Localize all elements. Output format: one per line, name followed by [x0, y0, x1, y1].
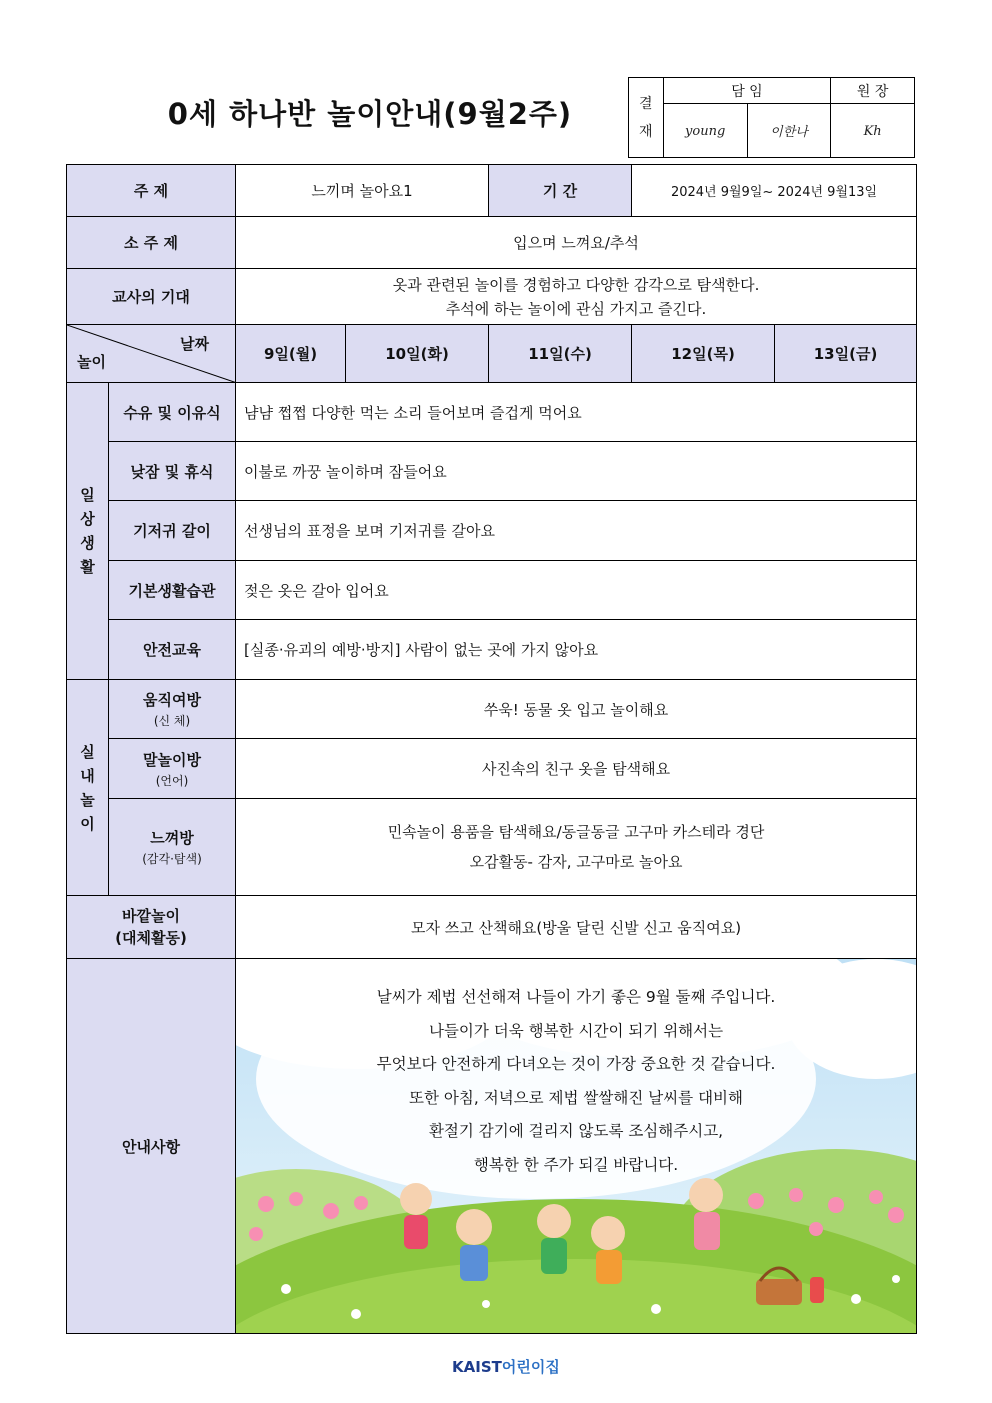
notice-box [236, 959, 917, 1334]
day-mon: 9일(월) [236, 325, 346, 383]
daily-life-label: 일 상 생 활 [67, 383, 109, 680]
language-room-label: 말놀이방 (언어) [109, 739, 236, 799]
nap-label: 낮잠 및 휴식 [109, 442, 236, 501]
plan-table [66, 164, 917, 1334]
notice-text: 날씨가 제법 선선해져 나들이 가기 좋은 9월 둘째 주입니다. 나들이가 더욱 행복한 시간이 되기 위해서는 무엇보다 안전하게 다녀오는 것이 가장 중요한 것 같습니다. 또한 아침, 저녁으로 제법 쌀쌀해진 날씨를 대비해 환절기 감기에 걸리지 않도록 조심해주시고, 행복한 한 주가 되길 바랍니다. [376, 988, 776, 1174]
day-wed: 11일(수) [489, 325, 632, 383]
kaist-daycare-logo: KAIST어린이집 [452, 1358, 560, 1376]
sensory-room-value: 민속놀이 용품을 탐색해요/동글동글 고구마 카스테라 경단 오감활동- 감자, 고구마로 놀아요 [236, 799, 917, 896]
indoor-label: 실 내 놀 이 [67, 680, 109, 896]
subtheme-label: 소 주 제 [67, 217, 236, 269]
nap-value: 이불로 까꿍 놀이하며 잠들어요 [236, 442, 917, 501]
theme-label: 주 제 [67, 165, 236, 217]
signature-2: 이한나 [747, 104, 831, 158]
approval-box [628, 77, 915, 158]
period-label: 기 간 [489, 165, 632, 217]
page-title: 0세 하나반 놀이안내(9월2주) [167, 97, 573, 131]
date-play-header: 날짜 놀이 [67, 325, 236, 383]
outdoor-label: 바깥놀이 (대체활동) [67, 896, 236, 959]
language-room-value: 사진속의 친구 옷을 탐색해요 [236, 739, 917, 799]
expectation-label: 교사의 기대 [67, 269, 236, 325]
period-value: 2024년 9월9일~ 2024년 9월13일 [632, 165, 917, 217]
habits-label: 기본생활습관 [109, 561, 236, 620]
signature-1: young [663, 104, 747, 158]
approval-label: 결 재 [629, 78, 664, 158]
expectation-value: 옷과 관련된 놀이를 경험하고 다양한 감각으로 탐색한다. 추석에 하는 놀이에 관심 가지고 즐긴다. [236, 269, 917, 325]
day-thu: 12일(목) [632, 325, 775, 383]
subtheme-value: 입으며 느껴요/추석 [236, 217, 917, 269]
notice-label: 안내사항 [67, 959, 236, 1334]
movement-room-value: 쑤욱! 동물 옷 입고 놀이해요 [236, 680, 917, 739]
signature-3: Kh [831, 104, 915, 158]
safety-value: [실종·유괴의 예방·방지] 사람이 없는 곳에 가지 않아요 [236, 620, 917, 680]
approval-director-header: 원 장 [831, 78, 915, 104]
day-tue: 10일(화) [346, 325, 489, 383]
diaper-value: 선생님의 표정을 보며 기저귀를 갈아요 [236, 501, 917, 561]
approval-teacher-header: 담 임 [663, 78, 831, 104]
movement-room-label: 움직여방 (신 체) [109, 680, 236, 739]
day-fri: 13일(금) [775, 325, 917, 383]
feeding-value: 냠냠 쩝쩝 다양한 먹는 소리 들어보며 즐겁게 먹어요 [236, 383, 917, 442]
feeding-label: 수유 및 이유식 [109, 383, 236, 442]
habits-value: 젖은 옷은 갈아 입어요 [236, 561, 917, 620]
safety-label: 안전교육 [109, 620, 236, 680]
outdoor-value: 모자 쓰고 산책해요(방울 달린 신발 신고 움직여요) [236, 896, 917, 959]
theme-value: 느끼며 놀아요1 [236, 165, 489, 217]
diaper-label: 기저귀 갈이 [109, 501, 236, 561]
sensory-room-label: 느껴방 (감각·탐색) [109, 799, 236, 896]
